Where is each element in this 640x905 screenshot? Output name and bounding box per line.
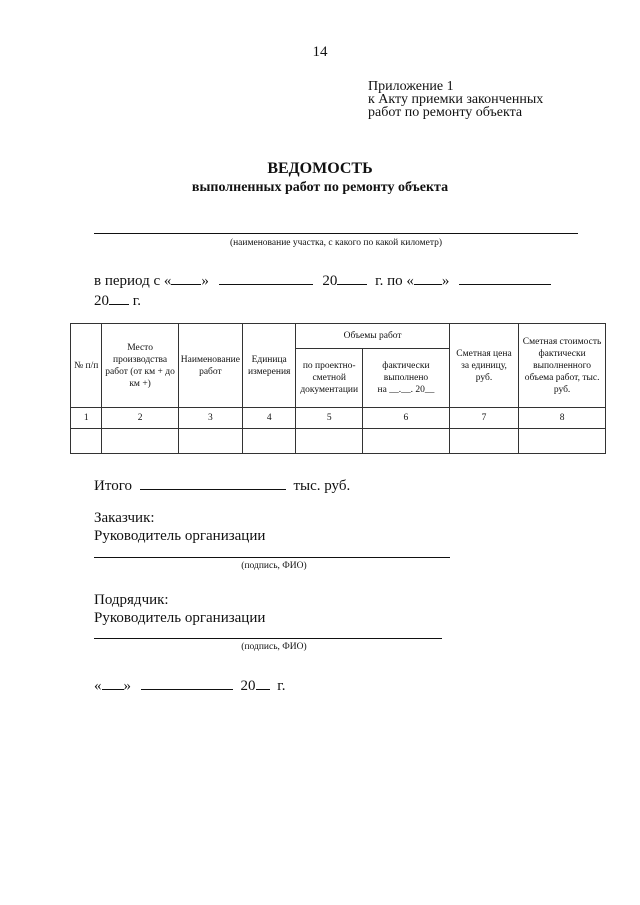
customer-signature-caption: (подпись, ФИО) (241, 561, 307, 571)
period-line-2 (94, 290, 141, 310)
table-cell[interactable] (363, 429, 450, 454)
header-location: Место производства работ (от км + до км +) (102, 324, 178, 408)
appendix-line-3: работ по ремонту объекта (368, 105, 523, 120)
col-number-8: 8 (519, 408, 606, 429)
total-label: Итого (94, 478, 132, 494)
period-year-blank (337, 270, 367, 285)
contractor-label: Подрядчик: (94, 592, 169, 608)
table-row (71, 429, 606, 454)
period-day-blank (171, 270, 201, 285)
table-cell[interactable] (71, 429, 102, 454)
table-cell[interactable] (242, 429, 295, 454)
col-number-6: 6 (363, 408, 450, 429)
section-caption: (наименование участка, с какого по какой километр) (229, 238, 443, 248)
date-year-suffix: г. (277, 678, 286, 694)
col-number-1: 1 (71, 408, 102, 429)
table-cell[interactable] (449, 429, 518, 454)
appendix-line-2: к Акту приемки законченных (368, 92, 544, 107)
date-close-quote: » (123, 678, 131, 694)
date-month-blank[interactable] (141, 675, 233, 690)
header-unit: Единица измерения (242, 324, 295, 408)
total-unit: тыс. руб. (293, 478, 351, 494)
appendix-line-1: Приложение 1 (368, 79, 454, 94)
date-year-prefix: 20 (240, 678, 256, 694)
header-total-cost: Сметная стоимость фактически выполненного объема работ, тыс. руб. (519, 324, 606, 408)
table-cell[interactable] (296, 429, 363, 454)
total-line (94, 475, 350, 495)
col-number-2: 2 (102, 408, 178, 429)
total-blank[interactable] (140, 475, 286, 490)
col-number-7: 7 (449, 408, 518, 429)
header-volumes: Объемы работ (296, 324, 449, 349)
date-open-quote: « (94, 678, 102, 694)
contractor-signature-caption: (подпись, ФИО) (241, 642, 307, 652)
period-month-blank (219, 270, 313, 285)
period-year2-prefix: 20 (94, 293, 109, 309)
header-unit-price: Сметная цена за единицу, руб. (449, 324, 518, 408)
works-table (70, 323, 606, 454)
customer-label: Заказчик: (94, 510, 155, 526)
date-line (94, 675, 285, 695)
period-year-suffix: г. по « (375, 273, 414, 289)
header-actual-volume (363, 349, 450, 408)
period-close-quote-2: » (441, 273, 450, 289)
period-day2-blank (414, 270, 442, 285)
period-year-prefix: 20 (322, 273, 338, 289)
header-number: № п/п (71, 324, 102, 408)
customer-signature-line[interactable] (94, 557, 450, 558)
period-line (94, 270, 551, 290)
document-subtitle: выполненных работ по ремонту объекта (191, 180, 449, 195)
date-day-blank[interactable] (102, 675, 124, 690)
period-close-quote: » (201, 273, 209, 289)
period-year2-suffix: г. (132, 293, 141, 309)
table-cell[interactable] (102, 429, 178, 454)
table-cell[interactable] (519, 429, 606, 454)
col-number-3: 3 (178, 408, 242, 429)
header-work-name: Наименование работ (178, 324, 242, 408)
section-name-line (94, 233, 578, 234)
page-number: 14 (312, 44, 328, 60)
table-cell[interactable] (178, 429, 242, 454)
contractor-role: Руководитель организации (94, 610, 266, 626)
period-year2-blank (109, 290, 129, 305)
customer-role: Руководитель организации (94, 528, 266, 544)
date-year-blank[interactable] (256, 675, 270, 690)
period-prefix: в период с « (94, 273, 172, 289)
header-actual-volume-date: на __.__. 20__ (377, 385, 435, 395)
period-month2-blank (459, 270, 551, 285)
document-title: ВЕДОМОСТЬ (267, 160, 373, 177)
appendix-note (368, 80, 543, 119)
contractor-signature-line[interactable] (94, 638, 442, 639)
header-design-volume: по проектно-сметной документации (296, 349, 363, 408)
header-actual-volume-text: фактически выполнено (382, 361, 430, 383)
col-number-5: 5 (296, 408, 363, 429)
col-number-4: 4 (242, 408, 295, 429)
